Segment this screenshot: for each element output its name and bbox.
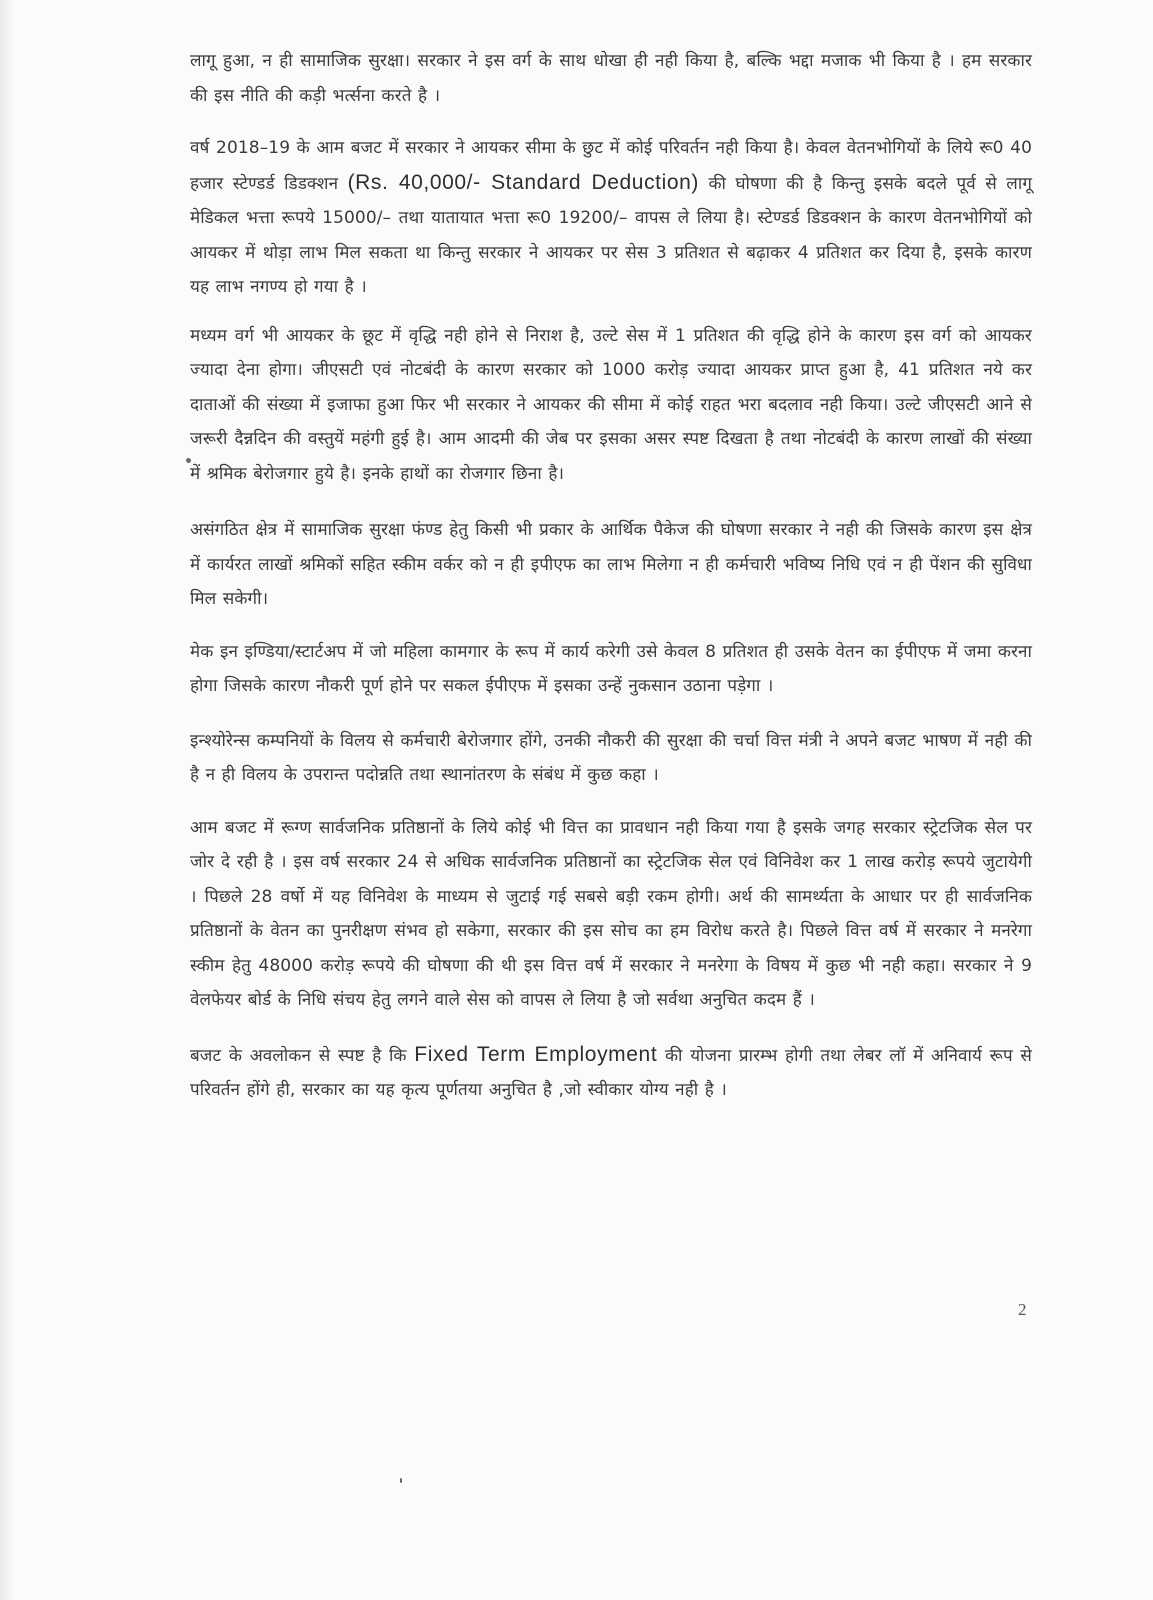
document-body	[190, 44, 1032, 1130]
paragraph-2-text-a: वर्ष 2018–19 के आम बजट में सरकार ने आयकर सीमा के छुट में कोई परिवर्तन नही किया है। केवल वेतनभोगियों के लिये रू0 40 हजार स्टेण्डर्ड डिडक्शन	[190, 138, 1032, 194]
paragraph-2-text-b: की घोषणा की है किन्तु इसके बदले पूर्व से लागू मेडिकल भत्ता रूपये 15000/– तथा यातायात भत्ता रू0 19200/– वापस ले लिया है। स्टेण्डर्ड डिडक्शन के कारण वेतनभोगियों को आयकर में थोड़ा लाभ मिल सकता था किन्तु सरकार ने आयकर पर सेस 3 प्रतिशत से बढ़ाकर 4 प्रतिशत कर दिया है, इसके कारण यह लाभ नगण्य हो गया है ।	[190, 173, 1032, 297]
paragraph-6-text: इन्श्योरेन्स कम्पनियों के विलय से कर्मचारी बेरोजगार होंगे, उनकी नौकरी की सुरक्षा की चर्चा वित्त मंत्री ने अपने बजट भाषण में नही की है न ही विलय के उपरान्त पदोन्नति तथा स्थानांतरण के संबंध में कुछ कहा ।	[190, 730, 1032, 785]
paragraph-5	[190, 635, 1032, 704]
standard-deduction-term: (Rs. 40,000/- Standard Deduction)	[347, 170, 700, 194]
paragraph-7	[190, 811, 1032, 1018]
paragraph-4	[190, 513, 1032, 617]
paragraph-5-text: मेक इन इण्डिया/स्टार्टअप में जो महिला कामगार के रूप में कार्य करेगी उसे केवल 8 प्रतिशत ही उसके वेतन का ईपीएफ में जमा करना होगा जिसके कारण नौकरी पूर्ण होने पर सकल ईपीएफ में इसका उन्हें नुकसान उठाना पड़ेगा ।	[190, 641, 1032, 696]
paragraph-8-text-a: बजट के अवलोकन से स्पष्ट है कि	[190, 1045, 415, 1066]
scan-speck	[186, 458, 191, 463]
paragraph-4-text: असंगठित क्षेत्र में सामाजिक सुरक्षा फंण्ड हेतु किसी भी प्रकार के आर्थिक पैकेज की घोषणा सरकार ने नही की जिसके कारण इस क्षेत्र में कार्यरत लाखों श्रमिकों सहित स्कीम वर्कर को न ही इपीएफ का लाभ मिलेगा न ही कर्मचारी भविष्य निधि एवं न ही पेंशन की सुविधा मिल सकेगी।	[190, 520, 1032, 609]
paragraph-1-text: लागू हुआ, न ही सामाजिक सुरक्षा। सरकार ने इस वर्ग के साथ धोखा ही नही किया है, बल्कि भद्दा मजाक भी किया है । हम सरकार की इस नीति की कड़ी भर्त्सना करते है ।	[190, 51, 1032, 106]
paragraph-3	[190, 319, 1032, 492]
scan-speck	[400, 1478, 402, 1483]
paragraph-6	[190, 724, 1032, 793]
fixed-term-employment-term: Fixed Term Employment	[414, 1042, 658, 1066]
paragraph-7-text: आम बजट में रूग्ण सार्वजनिक प्रतिष्ठानों के लिये कोई भी वित्त का प्रावधान नही किया गया है इसके जगह सरकार स्ट्रेटजिक सेल पर जोर दे रही है । इस वर्ष सरकार 24 से अधिक सार्वजनिक प्रतिष्ठानों का स्ट्रेटजिक सेल एवं विनिवेश कर 1 लाख करोड़ रूपये जुटायेगी । पिछले 28 वर्षो में यह विनिवेश के माध्यम से जुटाई गई सबसे बड़ी रकम होगी। अर्थ की सामर्थ्यता के आधार पर ही सार्वजनिक प्रतिष्ठानों के वेतन का पुनरीक्षण संभव हो सकेगा, सरकार की इस सोच का हम विरोध करते है। पिछले वित्त वर्ष में सरकार ने मनरेगा स्कीम हेतु 48000 करोड़ रूपये की घोषणा की थी इस वित्त वर्ष में सरकार ने मनरेगा के विषय में कुछ भी नही कहा। सरकार ने 9 वेलफेयर बोर्ड के निधि संचय हेतु लगने वाले सेस को वापस ले लिया है जो सर्वथा अनुचित कदम हैं ।	[190, 817, 1032, 1010]
paragraph-3-text: मध्यम वर्ग भी आयकर के छूट में वृद्धि नही होने से निराश है, उल्टे सेस में 1 प्रतिशत की वृद्धि होने के कारण इस वर्ग को आयकर ज्यादा देना होगा। जीएसटी एवं नोटबंदी के कारण सरकार को 1000 करोड़ ज्यादा आयकर प्राप्त हुआ है, 41 प्रतिशत नये कर दाताओं की संख्या में इजाफा हुआ फिर भी सरकार ने आयकर की सीमा में कोई राहत भरा बदलाव नही किया। उल्टे जीएसटी आने से जरूरी दैन्नदिन की वस्तुयें महंगी हुई है। आम आदमी की जेब पर इसका असर स्पष्ट दिखता है तथा नोटबंदी के कारण लाखों की संख्या में श्रमिक बेरोजगार हुये है। इनके हाथों का रोजगार छिना है।	[190, 325, 1032, 484]
paragraph-1	[190, 44, 1032, 113]
paragraph-2	[190, 131, 1032, 305]
paragraph-8	[190, 1038, 1032, 1108]
scan-edge	[0, 0, 14, 1600]
paragraph-8-text-b: की योजना प्रारम्भ होगी तथा लेबर लॉ में अनिवार्य रूप से परिवर्तन होंगे ही, सरकार का यह कृत्य पूर्णतया अनुचित है ,जो स्वीकार योग्य नही है ।	[190, 1045, 1032, 1100]
page-number: 2	[1018, 1300, 1027, 1319]
